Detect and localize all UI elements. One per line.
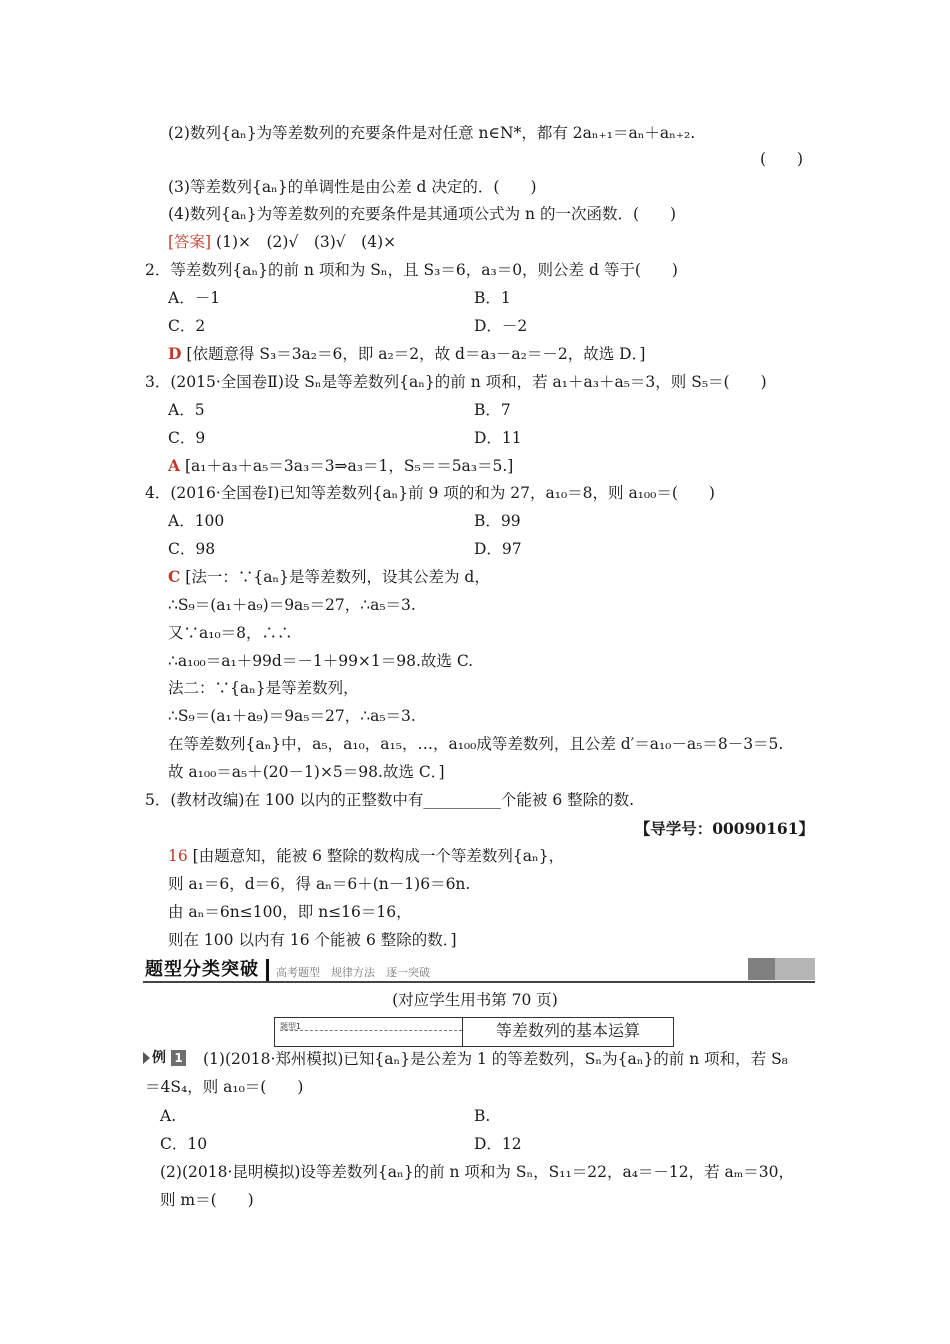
problem-4-solution-line-4: ∴a₁₀₀＝a₁＋99d＝－1＋99×1＝98.故选 C. (168, 652, 474, 670)
problem-4-solution-line-8: 故 a₁₀₀＝a₅＋(20－1)×5＝98.故选 C．] (168, 763, 445, 781)
problem-2-option-b: B．1 (474, 289, 511, 307)
answer-text: (1)× (2)√ (3)√ (4)× (216, 233, 397, 251)
example-1-option-b: B. (474, 1107, 491, 1125)
problem-2-answer: D (168, 344, 182, 363)
problem-3-option-b: B．7 (474, 401, 511, 419)
section-title: 题型分类突破 (145, 959, 259, 980)
question-type-tag: 题型1 (280, 1022, 302, 1031)
problem-4-solution-line-2: ∴S₉＝(a₁＋a₉)＝9a₅＝27，∴a₅＝3. (168, 596, 416, 614)
example-1-stem-line-1: (1)(2018·郑州模拟)已知{aₙ}是公差为 1 的等差数列，Sₙ为{aₙ}的前 n 项和，若 S₈ (203, 1050, 788, 1068)
problem-2-solution (168, 343, 645, 365)
problem-4-solution-line-6: ∴S₉＝(a₁＋a₉)＝9a₅＝27，∴a₅＝3. (168, 707, 416, 725)
question-type-dashline (280, 1030, 462, 1031)
judgement-item-2: (2)数列{aₙ}为等差数列的充要条件是对任意 n∈N*，都有 2aₙ₊₁＝aₙ＋aₙ₊₂. (168, 124, 696, 142)
problem-5-solution-line-4: 则在 100 以内有 16 个能被 6 整除的数．] (168, 931, 457, 949)
problem-5-solution-line-1 (168, 845, 564, 867)
problem-3-solution (168, 455, 513, 477)
problem-5-solution-text-1: [由题意知，能被 6 整除的数构成一个等差数列{aₙ}， (192, 847, 565, 865)
guide-number: 【导学号：00090161】 (634, 819, 814, 838)
problem-2-option-d: D．－2 (474, 317, 528, 335)
problem-5-answer: 16 (168, 847, 188, 865)
banner-rule (143, 981, 815, 983)
problem-3-stem: 3．(2015·全国卷Ⅱ)设 Sₙ是等差数列{aₙ}的前 n 项和，若 a₁＋a₃＋a₅＝3，则 S₅＝( ) (145, 373, 767, 391)
example-1-option-d: D．12 (474, 1135, 522, 1153)
problem-4-option-c: C．98 (168, 540, 216, 558)
problem-3-solution-text: [a₁＋a₃＋a₅＝3a₃＝3⇒a₃＝1，S₅＝＝5a₃＝5.] (184, 457, 514, 475)
problem-2-solution-text: [依题意得 S₃＝3a₂＝6，即 a₂＝2，故 d＝a₃－a₂＝－2，故选 D．] (186, 345, 646, 363)
problem-4-option-d: D．97 (474, 540, 522, 558)
problem-4-option-a: A．100 (168, 512, 225, 530)
problem-3-answer: A (168, 456, 181, 475)
banner-dark-block (748, 958, 775, 980)
example-word: 例 (152, 1050, 166, 1066)
example-1-option-a: A. (160, 1107, 177, 1125)
problem-4-option-b: B．99 (474, 512, 521, 530)
problem-4-answer: C (168, 567, 181, 586)
question-type-box (274, 1017, 674, 1047)
problem-4-solution-text-1: [法一：∵{aₙ}是等差数列，设其公差为 d， (185, 568, 490, 586)
example-1-option-c: C．10 (160, 1135, 208, 1153)
problem-4-solution-line-3: 又∵a₁₀＝8，∴∴ (168, 624, 293, 642)
judgement-item-3: (3)等差数列{aₙ}的单调性是由公差 d 决定的．( ) (168, 178, 537, 196)
problem-3-option-a: A．5 (168, 401, 205, 419)
example-1-part2-line-1: (2)(2018·昆明模拟)设等差数列{aₙ}的前 n 项和为 Sₙ，S₁₁＝22，a₄＝－12，若 aₘ＝30， (160, 1163, 795, 1181)
section-banner (143, 957, 815, 983)
problem-4-solution-line-7: 在等差数列{aₙ}中，a₅，a₁₀，a₁₅，…，a₁₀₀成等差数列，且公差 d′＝a₁₀－a₅＝8－3＝5. (168, 735, 784, 753)
problem-5-solution-line-3: 由 aₙ＝6n≤100，即 n≤16＝16， (168, 903, 412, 921)
problem-2-option-a: A．－1 (168, 289, 221, 307)
example-arrow-icon (143, 1052, 150, 1064)
banner-light-block (775, 958, 815, 980)
problem-4-solution-line-5: 法二：∵{aₙ}是等差数列， (168, 679, 359, 697)
problem-2-option-c: C．2 (168, 317, 206, 335)
problem-4-stem: 4．(2016·全国卷Ⅰ)已知等差数列{aₙ}前 9 项的和为 27，a₁₀＝8，则 a₁₀₀＝( ) (145, 484, 715, 502)
judgement-item-4: (4)数列{aₙ}为等差数列的充要条件是其通项公式为 n 的一次函数．( ) (168, 205, 677, 223)
judgement-item-2-paren: ( ) (760, 150, 804, 168)
judgement-answer (168, 231, 396, 253)
problem-2-stem: 2．等差数列{aₙ}的前 n 项和为 Sₙ，且 S₃＝6，a₃＝0，则公差 d 等于( ) (145, 261, 678, 279)
example-1-stem-line-2: ＝4S₄，则 a₁₀＝( ) (145, 1078, 304, 1096)
page-reference: (对应学生用书第 70 页) (392, 991, 558, 1009)
problem-3-option-d: D．11 (474, 429, 522, 447)
question-type-label: 等差数列的基本运算 (495, 1021, 640, 1040)
problem-5-solution-line-2: 则 a₁＝6，d＝6，得 aₙ＝6＋(n－1)6＝6n. (168, 875, 471, 893)
example-number: 1 (171, 1050, 186, 1066)
problem-3-option-c: C．9 (168, 429, 206, 447)
problem-4-solution-line-1 (168, 566, 490, 588)
answer-label: [答案] (168, 233, 212, 251)
problem-5-stem: 5．(教材改编)在 100 以内的正整数中有__________个能被 6 整除的数. (145, 791, 635, 809)
banner-divider (266, 959, 269, 981)
section-subtitle: 高考题型 规律方法 逐一突破 (276, 966, 430, 979)
example-1-part2-line-2: 则 m＝( ) (160, 1191, 254, 1209)
